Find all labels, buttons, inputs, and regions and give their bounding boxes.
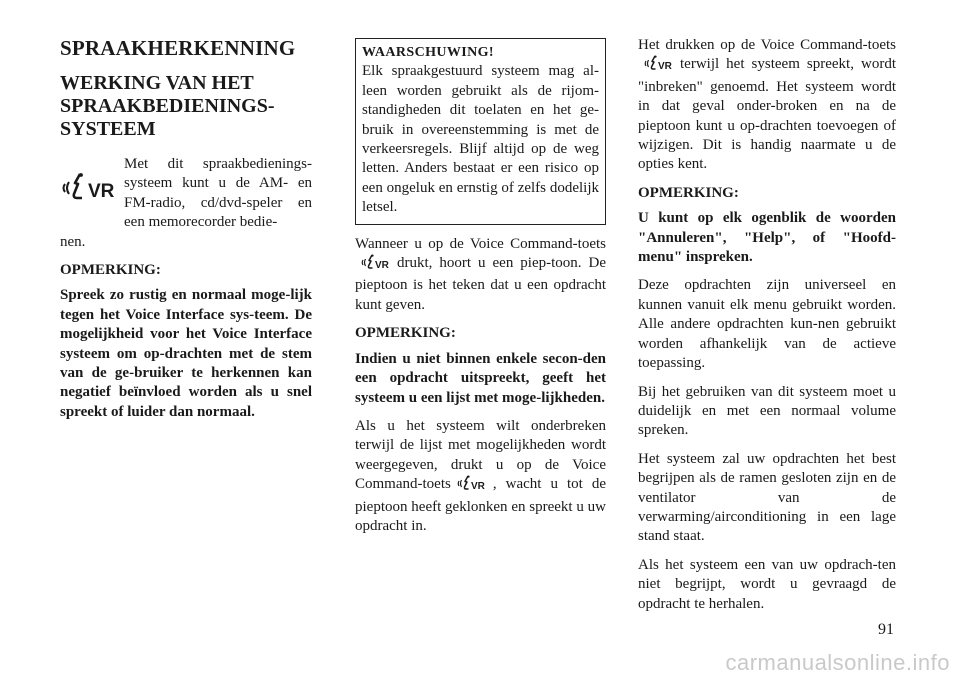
paragraph bbox=[355, 235, 606, 316]
column-middle bbox=[355, 38, 606, 545]
paragraph-part: , wacht u tot de pieptoon heeft geklonken en spreekt u uw opdracht in. bbox=[355, 476, 606, 534]
page-number: 91 bbox=[878, 621, 894, 638]
paragraph: Deze opdrachten zijn universeel en kunnen vanuit elk menu gebruikt worden. Alle andere opdrachten kun-nen gebruikt worden afhankelijk van de actieve toepassing. bbox=[638, 277, 896, 372]
subsection-title-line-1: WERKING VAN HET bbox=[60, 72, 254, 94]
warning-box bbox=[355, 38, 606, 225]
note-label: OPMERKING: bbox=[355, 325, 456, 342]
paragraph-part: Het drukken op de Voice Command-toets bbox=[638, 37, 896, 53]
paragraph: Het systeem zal uw opdrachten het best begrijpen als de ramen gesloten zijn en de ventilator van de verwarming/airconditioning in een lage stand staat. bbox=[638, 450, 896, 545]
svg-text:VR: VR bbox=[88, 181, 115, 201]
voice-command-vr-icon bbox=[457, 475, 487, 497]
column-right bbox=[638, 36, 896, 623]
svg-text:VR: VR bbox=[470, 481, 485, 492]
note-text: Spreek zo rustig en normaal moge-lijk tegen het Voice Interface sys-teem. De mogelijkheid voor het Voice Interface systeem om op-drachten met de stem van de ge-bruiker te herkennen kan negatief beïnvloed worden als u snel spreekt of luider dan normaal. bbox=[60, 287, 312, 420]
subsection-title bbox=[60, 72, 312, 141]
note-label: OPMERKING: bbox=[60, 262, 161, 279]
subsection-title-line-2: SPRAAKBEDIENINGS- bbox=[60, 95, 275, 117]
voice-command-vr-icon bbox=[60, 155, 124, 201]
intro-tail: nen. bbox=[60, 233, 86, 250]
warning-title: WAARSCHUWING! bbox=[362, 45, 494, 60]
intro-text: Met dit spraakbedienings-systeem kunt u de AM- en FM-radio, cd/dvd-speler en een memorecorder bedie- bbox=[124, 156, 312, 231]
watermark[interactable]: carmanualsonline.info bbox=[725, 650, 950, 675]
section-title: SPRAAKHERKENNING bbox=[60, 36, 296, 60]
paragraph: Bij het gebruiken van dit systeem moet u duidelijk en met een normaal volume spreken. bbox=[638, 383, 896, 439]
paragraph-part: terwijl het systeem spreekt, wordt "inbreken" genoemd. Het systeem wordt in dat geval onder-broken en na de pieptoon kunt u op-drachten toevoegen of wijzigen. Dit is handig naarmate u de opties kent. bbox=[638, 56, 896, 173]
voice-command-vr-icon bbox=[361, 254, 391, 276]
note-text: Indien u niet binnen enkele secon-den een opdracht uitspreekt, geeft het systeem u een lijst met moge-lijkheden. bbox=[355, 350, 606, 406]
subsection-title-line-3: SYSTEEM bbox=[60, 118, 156, 140]
paragraph bbox=[355, 417, 606, 536]
note-label: OPMERKING: bbox=[638, 184, 739, 201]
paragraph-part: drukt, hoort u een piep-toon. De pieptoon is het teken dat u een opdracht kunt geven. bbox=[355, 255, 606, 313]
column-left bbox=[60, 36, 312, 431]
svg-text:VR: VR bbox=[375, 260, 389, 271]
paragraph-part: Wanneer u op de Voice Command-toets bbox=[355, 235, 606, 252]
paragraph bbox=[638, 36, 896, 175]
paragraph: Als het systeem een van uw opdrach-ten niet begrijpt, wordt u gevraagd de opdracht te herhalen. bbox=[638, 556, 896, 612]
svg-text:VR: VR bbox=[658, 61, 672, 72]
warning-text: Elk spraakgestuurd systeem mag al-leen worden gebruikt als de rijom-standigheden dit toelaten en het ge-bruik in overeenstemming is met de verkeersregels. Blijf altijd op de weg letten. Anders bestaat er een risico op een ongeluk en ernstig of zelfs dodelijk letsel. bbox=[362, 63, 599, 216]
voice-command-vr-icon bbox=[644, 55, 674, 77]
intro-block bbox=[60, 155, 312, 233]
paragraph-part: Als u het systeem wilt onderbreken terwijl de lijst met mogelijkheden wordt weergegeven, drukt u op de Voice Command-toets bbox=[355, 417, 606, 493]
note-text: U kunt op elk ogenblik de woorden "Annuleren", "Help", of "Hoofd-menu" inspreken. bbox=[638, 210, 896, 266]
